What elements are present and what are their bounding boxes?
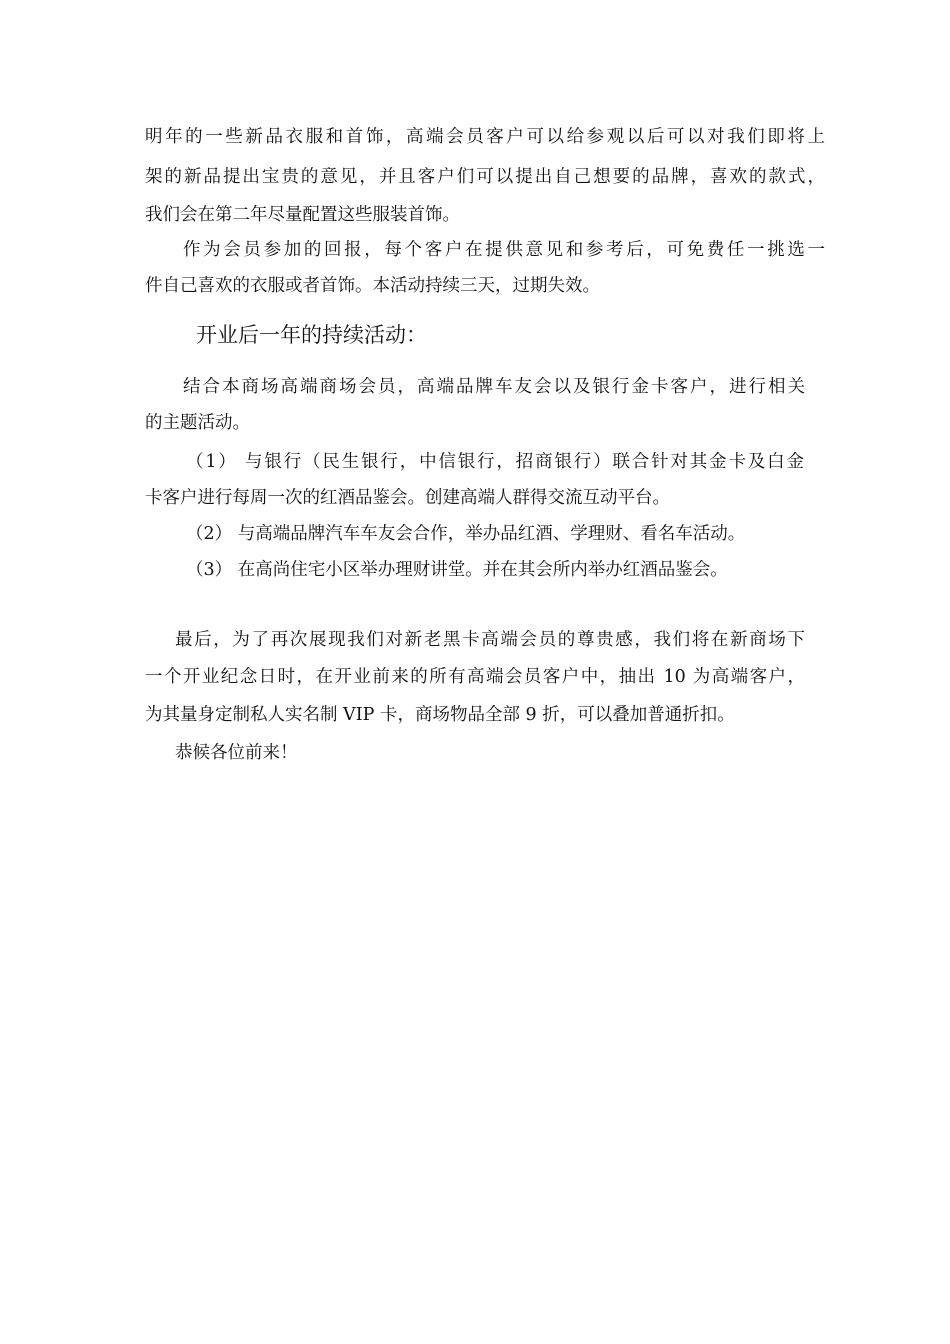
list-item-1-line-1: （1） 与银行（民生银行，中信银行，招商银行）联合针对其金卡及白金 bbox=[186, 452, 804, 472]
closing-line-1: 最后，为了再次展现我们对新老黑卡高端会员的尊贵感，我们将在新商场下 bbox=[175, 630, 805, 650]
section-heading: 开业后一年的持续活动： bbox=[196, 323, 427, 347]
list-item-3: （3） 在高尚住宅小区举办理财讲堂。并在其会所内举办红酒品鉴会。 bbox=[186, 560, 728, 580]
intro-line-1: 明年的一些新品衣服和首饰，高端会员客户可以给参观以后可以对我们即将上 bbox=[145, 127, 825, 147]
closing-line-2: 一个开业纪念日时，在开业前来的所有高端会员客户中，抽出 10 为高端客户， bbox=[145, 667, 805, 687]
intro-line-2: 架的新品提出宝贵的意见，并且客户们可以提出自己想要的品牌，喜欢的款式， bbox=[145, 167, 825, 187]
intro-line-3: 我们会在第二年尽量配置这些服装首饰。 bbox=[145, 205, 460, 225]
intro-line-5: 件自己喜欢的衣服或者首饰。本活动持续三天，过期失效。 bbox=[145, 276, 600, 296]
list-item-2: （2） 与高端品牌汽车车友会合作，举办品红酒、学理财、看名车活动。 bbox=[186, 524, 746, 544]
closing-line-4: 恭候各位前来！ bbox=[175, 743, 298, 763]
closing-line-3: 为其量身定制私人实名制 VIP 卡，商场物品全部 9 折，可以叠加普通折扣。 bbox=[145, 705, 735, 725]
list-item-1-line-2: 卡客户进行每周一次的红酒品鉴会。创建高端人群得交流互动平台。 bbox=[145, 488, 670, 508]
section-para-line-2: 的主题活动。 bbox=[145, 413, 250, 433]
section-para-line-1: 结合本商场高端商场会员，高端品牌车友会以及银行金卡客户，进行相关 bbox=[183, 377, 805, 397]
intro-line-4: 作为会员参加的回报，每个客户在提供意见和参考后，可免费任一挑选一 bbox=[183, 240, 825, 260]
